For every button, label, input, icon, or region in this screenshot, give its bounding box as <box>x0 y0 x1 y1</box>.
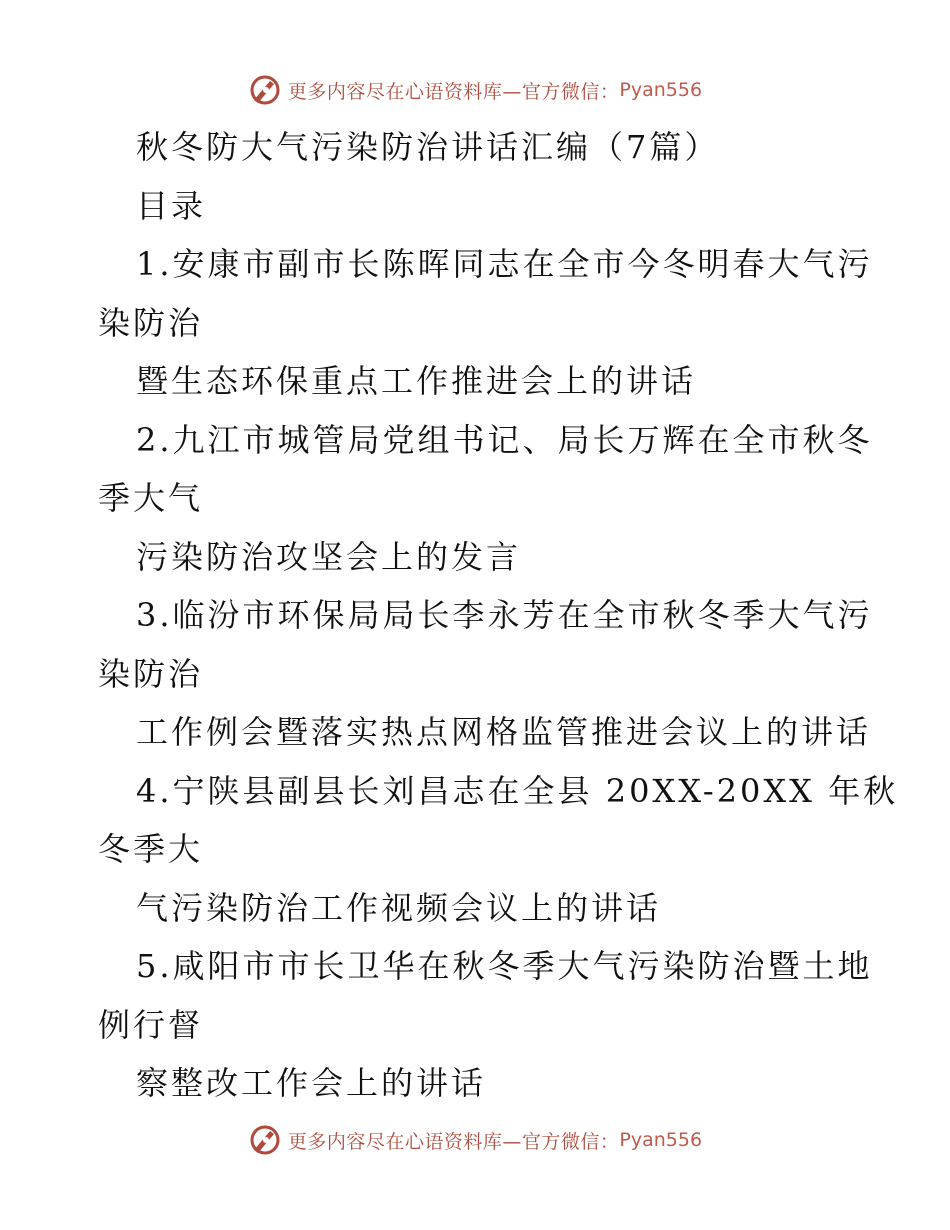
toc-entry-3-wrap: 染防治 <box>98 654 204 693</box>
toc-entry-4-wrap: 冬季大 <box>98 830 204 868</box>
toc-entry-1: 1.安康市副市长陈晖同志在全市今冬明春大气污 <box>136 245 873 283</box>
pen-logo-icon <box>248 73 282 107</box>
watermark-wechat-id: Pyan556 <box>619 1129 703 1151</box>
toc-entry-5-wrap: 例行督 <box>98 1005 204 1044</box>
toc-entry-1-cont: 暨生态环保重点工作推进会上的讲话 <box>136 362 697 400</box>
toc-entry-4-cont: 气污染防治工作视频会议上的讲话 <box>136 888 662 927</box>
document-title: 秋冬防大气污染防治讲话汇编（7篇） <box>136 128 720 166</box>
toc-entry-4: 4.宁陕县副县长刘昌志在全县 20XX-20XX 年秋 <box>136 771 899 810</box>
toc-entry-3: 3.临汾市环保局局长李永芳在全市秋冬季大气污 <box>136 596 873 634</box>
toc-entry-3-cont: 工作例会暨落实热点网格监管推进会议上的讲话 <box>136 713 872 751</box>
toc-entry-2-cont: 污染防治攻坚会上的发言 <box>136 537 522 576</box>
toc-entry-1-wrap: 染防治 <box>98 303 204 342</box>
toc-entry-5-cont: 察整改工作会上的讲话 <box>136 1064 487 1102</box>
watermark-text: 更多内容尽在心语资料库—官方微信： <box>287 1130 620 1153</box>
header-watermark <box>0 70 950 110</box>
toc-heading: 目录 <box>136 186 207 225</box>
watermark-wechat-id: Pyan556 <box>619 79 703 101</box>
toc-entry-2: 2.九江市城管局党组书记、局长万辉在全市秋冬 <box>136 420 873 459</box>
footer-watermark <box>0 1120 950 1160</box>
document-body <box>98 118 899 1113</box>
toc-entry-5: 5.咸阳市市长卫华在秋冬季大气污染防治暨土地 <box>136 947 873 985</box>
watermark-text: 更多内容尽在心语资料库—官方微信： <box>287 80 620 103</box>
pen-logo-icon <box>248 1123 282 1157</box>
toc-entry-2-wrap: 季大气 <box>98 479 204 517</box>
